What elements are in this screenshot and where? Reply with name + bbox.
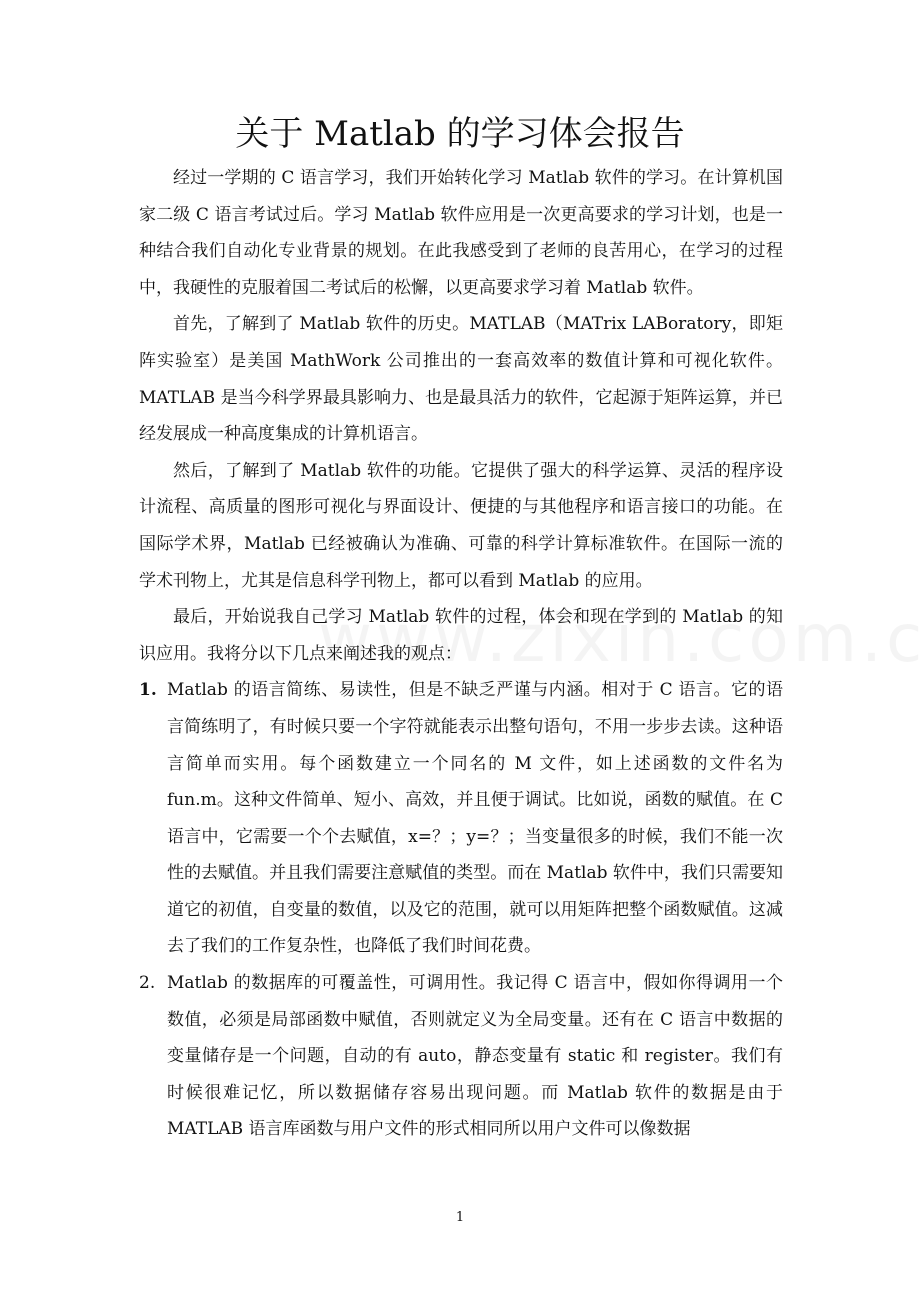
paragraph-intro: 经过一学期的 C 语言学习，我们开始转化学习 Matlab 软件的学习。在计算机国家二级 C 语言考试过后。学习 Matlab 软件应用是一次更高要求的学习计划，也是一种结合我们自动化专业背景的规划。在此我感受到了老师的良苦用心，在学习的过程中，我硬性的克服着国二考试后的松懈，以更高要求学习着 Matlab 软件。 [139,168,783,298]
paragraph-history: 首先，了解到了 Matlab 软件的历史。MATLAB（MATrix LABoratory，即矩阵实验室）是美国 MathWork 公司推出的一套高效率的数值计算和可视化软件。MATLAB 是当今科学界最具影响力、也是最具活力的软件，它起源于矩阵运算，并已经发展成一种高度集成的计算机语言。 [139,314,783,445]
page-number: 1 [455,1210,465,1225]
points-list [139,672,783,1148]
paragraph-process: 最后，开始说我自己学习 Matlab 软件的过程，体会和现在学到的 Matlab 的知识应用。我将分以下几点来阐述我的观点： [139,607,783,664]
list-item-text: Matlab 的数据库的可覆盖性，可调用性。我记得 C 语言中，假如你得调用一个数值，必须是局部函数中赋值，否则就定义为全局变量。还有在 C 语言中数据的变量储存是一个问题，自动的有 auto，静态变量有 static 和 register。我们有时候很难记忆，所以数据储存容易出现问题。而 Matlab 软件的数据是由于 MATLAB 语言库函数与用户文件的形式相同所以用户文件可以像数据 [167,973,783,1140]
list-item [139,965,783,1148]
paragraph-functions: 然后，了解到了 Matlab 软件的功能。它提供了强大的科学运算、灵活的程序设计流程、高质量的图形可视化与界面设计、便捷的与其他程序和语言接口的功能。在国际学术界，Matlab 已经被确认为准确、可靠的科学计算标准软件。在国际一流的学术刊物上，尤其是信息科学刊物上，都可以看到 Matlab 的应用。 [139,460,783,591]
document-body [139,160,783,1148]
list-item [139,672,783,965]
list-item-number: 1. [139,680,157,701]
list-item-number: 2. [139,973,156,994]
list-item-text: Matlab 的语言简练、易读性，但是不缺乏严谨与内涵。相对于 C 语言。它的语言简练明了，有时候只要一个字符就能表示出整句语句，不用一步步去读。这种语言简单而实用。每个函数建立一个同名的 M 文件，如上述函数的文件名为 fun.m。这种文件简单、短小、高效，并且便于调试。比如说，函数的赋值。在 C 语言中，它需要一个个去赋值，x=？；y=？；当变量很多的时候，我们不能一次性的去赋值。并且我们需要注意赋值的类型。而在 Matlab 软件中，我们只需要知道它的初值，自变量的数值，以及它的范围，就可以用矩阵把整个函数赋值。这减去了我们的工作复杂性，也降低了我们时间花费。 [167,680,783,957]
document-title: 关于 Matlab 的学习体会报告 [235,114,685,154]
